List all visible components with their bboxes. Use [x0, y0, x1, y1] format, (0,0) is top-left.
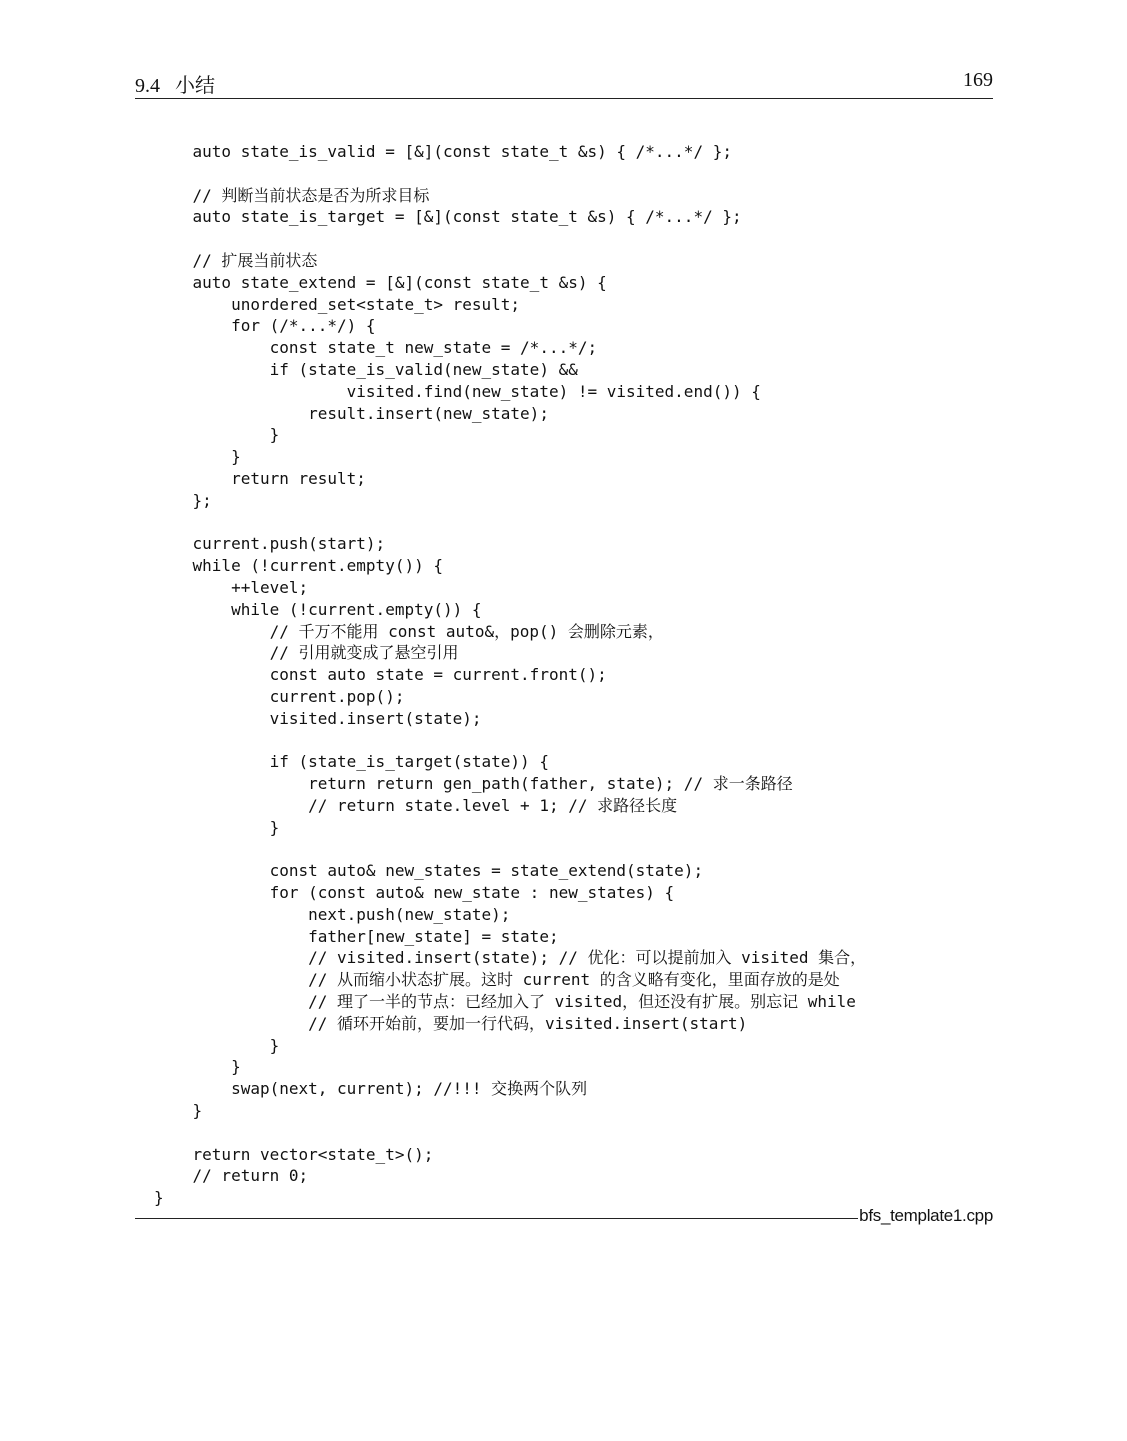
code-line: const auto state = current.front();: [154, 665, 607, 685]
code-line: const auto& new_states = state_extend(state);: [154, 861, 704, 881]
section-title: 9.4 小结: [135, 75, 215, 97]
running-header: [135, 66, 993, 99]
code-line: next.push(new_state);: [154, 904, 511, 924]
code-line: auto state_is_target = [&](const state_t &s) { /*...*/ };: [154, 207, 742, 227]
code-line: return result;: [154, 468, 366, 488]
code-line: return vector<state_t>();: [154, 1144, 434, 1164]
code-line: for (const auto& new_state : new_states) {: [154, 883, 675, 903]
listing-filename: bfs_template1.cpp: [859, 1206, 993, 1225]
code-line: unordered_set<state_t> result;: [154, 294, 521, 314]
code-line: [154, 163, 866, 185]
code-line: return return gen_path(father, state); // 求一条路径: [154, 774, 793, 794]
code-line: for (/*...*/) {: [154, 316, 376, 336]
code-line: while (!current.empty()) {: [154, 556, 443, 576]
code-line: ++level;: [154, 577, 309, 597]
listing-rule: [135, 1218, 858, 1219]
code-line: // return 0;: [154, 1166, 309, 1186]
code-line: // 千万不能用 const auto&，pop() 会删除元素，: [154, 621, 664, 641]
code-line: auto state_is_valid = [&](const state_t &s) { /*...*/ };: [154, 142, 732, 161]
code-line: // return state.level + 1; // 求路径长度: [154, 795, 678, 815]
code-line: }: [154, 447, 241, 467]
code-line: [154, 839, 866, 861]
code-line: [154, 228, 866, 250]
code-line: // 判断当前状态是否为所求目标: [154, 185, 430, 205]
code-line: while (!current.empty()) {: [154, 599, 482, 619]
code-line: visited.find(new_state) != visited.end()) {: [154, 381, 761, 401]
code-line: };: [154, 490, 212, 510]
code-line: // 从而缩小状态扩展。这时 current 的含义略有变化，里面存放的是处: [154, 970, 840, 990]
page-number: 169: [963, 69, 993, 91]
code-line: current.push(start);: [154, 534, 386, 554]
code-line: }: [154, 1101, 203, 1121]
code-line: auto state_extend = [&](const state_t &s) {: [154, 272, 607, 292]
code-line: [154, 730, 866, 752]
code-line: // 循环开始前，要加一行代码，visited.insert(start): [154, 1013, 748, 1033]
code-line: // visited.insert(state); // 优化：可以提前加入 visited 集合，: [154, 948, 867, 968]
code-line: // 引用就变成了悬空引用: [154, 643, 459, 663]
code-line: swap(next, current); //!!! 交换两个队列: [154, 1079, 588, 1099]
code-line: visited.insert(state);: [154, 708, 482, 728]
code-line: [154, 512, 866, 534]
code-line: }: [154, 1188, 164, 1208]
code-line: }: [154, 817, 280, 837]
code-line: // 理了一半的节点：已经加入了 visited，但还没有扩展。别忘记 while: [154, 992, 856, 1012]
code-listing: [154, 141, 866, 1209]
code-line: father[new_state] = state;: [154, 926, 559, 946]
code-line: [154, 1122, 866, 1144]
code-line: current.pop();: [154, 686, 405, 706]
code-line: result.insert(new_state);: [154, 403, 549, 423]
code-line: if (state_is_valid(new_state) &&: [154, 359, 578, 379]
code-line: if (state_is_target(state)) {: [154, 752, 549, 772]
code-line: }: [154, 1035, 280, 1055]
code-line: // 扩展当前状态: [154, 250, 318, 270]
code-line: }: [154, 425, 280, 445]
code-line: const state_t new_state = /*...*/;: [154, 338, 598, 358]
code-line: }: [154, 1057, 241, 1077]
